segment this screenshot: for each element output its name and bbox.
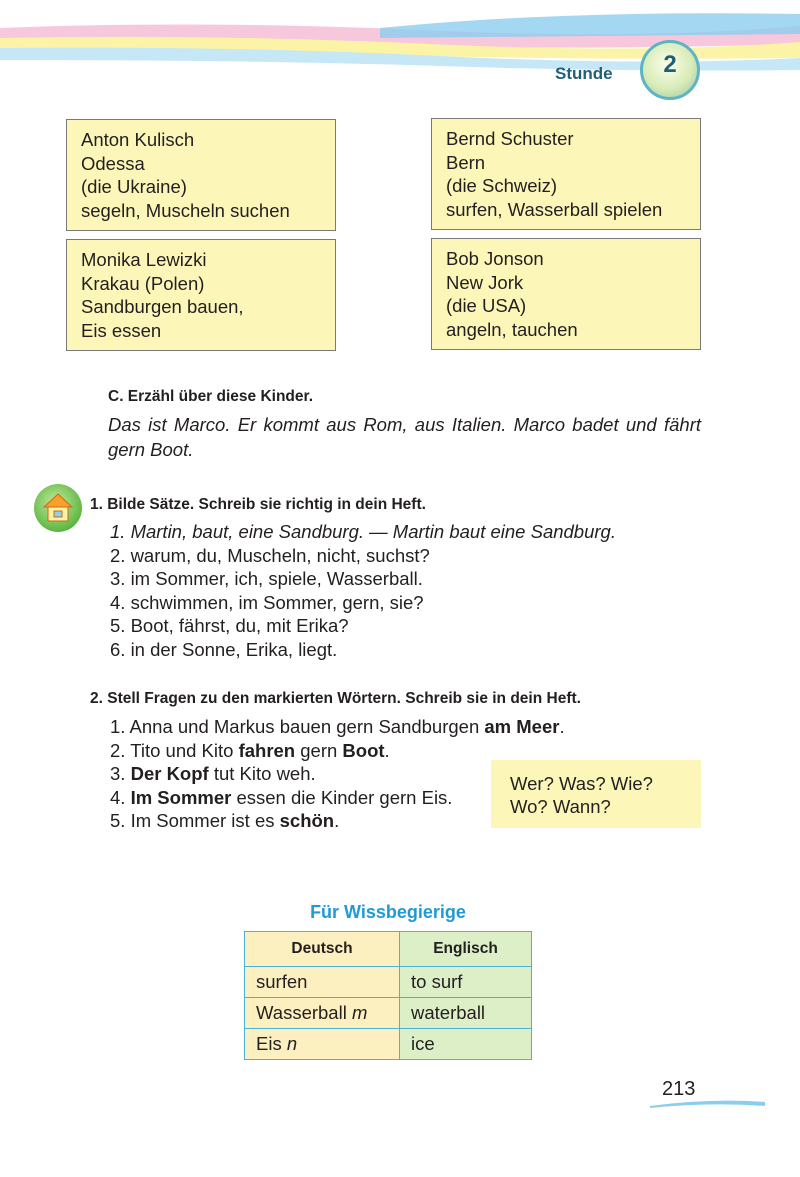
task-2-item-4: 4. Im Sommer essen die Kinder gern Eis. bbox=[110, 786, 453, 808]
question-words-box bbox=[491, 760, 701, 828]
question-words-line: Wo? Wann? bbox=[510, 796, 611, 817]
table-cell: to surf bbox=[400, 967, 532, 998]
card-monika-lewizki bbox=[66, 239, 336, 351]
table-cell: surfen bbox=[245, 967, 400, 998]
task-2-title: 2. Stell Fragen zu den markierten Wörtern. Schreib sie in dein Heft. bbox=[90, 690, 581, 707]
task-2-item-2: 2. Tito und Kito fahren gern Boot. bbox=[110, 739, 390, 761]
card-line: New Jork bbox=[446, 271, 524, 293]
card-bernd-schuster bbox=[431, 118, 701, 230]
page-swoosh bbox=[650, 1098, 765, 1110]
table-cell: ice bbox=[400, 1029, 532, 1060]
card-line: (die Ukraine) bbox=[81, 176, 187, 197]
task-2-item-3: 3. Der Kopf tut Kito weh. bbox=[110, 763, 316, 785]
table-cell: waterball bbox=[400, 998, 532, 1029]
table-cell: Wasserball m bbox=[245, 998, 400, 1029]
card-line: Odessa bbox=[81, 152, 145, 174]
card-line: angeln, tauchen bbox=[446, 318, 578, 340]
card-line: Monika Lewizki bbox=[81, 249, 207, 270]
task-c-title: C. Erzähl über diese Kinder. bbox=[108, 388, 314, 405]
card-line: segeln, Muscheln suchen bbox=[81, 199, 290, 221]
task-1-item-2: 2. warum, du, Muscheln, nicht, suchst? bbox=[110, 544, 430, 566]
card-line: (die Schweiz) bbox=[446, 175, 558, 196]
column-header-englisch: Englisch bbox=[400, 932, 532, 967]
vocab-title: Für Wissbegierige bbox=[310, 902, 466, 922]
page-number: 213 bbox=[662, 1078, 696, 1100]
task-1-title: 1. Bilde Sätze. Schreib sie richtig in dein Heft. bbox=[90, 496, 426, 513]
table-cell: Eis n bbox=[245, 1029, 400, 1060]
stunde-label: Stunde bbox=[555, 64, 613, 83]
card-anton-kulisch bbox=[66, 119, 336, 231]
task-c-example: Das ist Marco. Er kommt aus Rom, aus Italien. Marco badet und fährt gern Boot. bbox=[108, 414, 701, 460]
card-line: Krakau (Polen) bbox=[81, 272, 205, 294]
table-row bbox=[245, 1029, 532, 1060]
card-line: surfen, Wasserball spielen bbox=[446, 198, 663, 220]
column-header-deutsch: Deutsch bbox=[245, 932, 400, 967]
lesson-number-badge bbox=[640, 40, 700, 100]
task-2-item-5: 5. Im Sommer ist es schön. bbox=[110, 810, 340, 832]
table-row bbox=[245, 967, 532, 998]
card-line: Bob Jonson bbox=[446, 248, 544, 269]
card-line: Bernd Schuster bbox=[446, 128, 574, 149]
task-1-item-5: 5. Boot, fährst, du, mit Erika? bbox=[110, 615, 349, 637]
question-words-line: Wer? Was? Wie? bbox=[510, 773, 653, 794]
card-line: (die USA) bbox=[446, 295, 527, 316]
lesson-number: 2 bbox=[663, 51, 677, 78]
home-icon bbox=[34, 484, 82, 532]
table-row bbox=[245, 998, 532, 1029]
card-line: Anton Kulisch bbox=[81, 129, 195, 150]
task-1-item-3: 3. im Sommer, ich, spiele, Wasserball. bbox=[110, 568, 423, 590]
vocab-table bbox=[244, 931, 532, 1060]
task-1-item-1: 1. Martin, baut, eine Sandburg. — Martin baut eine Sandburg. bbox=[110, 521, 616, 542]
card-bob-jonson bbox=[431, 238, 701, 350]
card-line: Eis essen bbox=[81, 319, 162, 341]
card-line: Sandburgen bauen, bbox=[81, 296, 244, 317]
task-1-item-6: 6. in der Sonne, Erika, liegt. bbox=[110, 638, 338, 660]
card-line: Bern bbox=[446, 151, 486, 173]
task-2-item-1: 1. Anna und Markus bauen gern Sandburgen am Meer. bbox=[110, 716, 565, 737]
task-1-list bbox=[110, 520, 616, 662]
task-1-item-4: 4. schwimmen, im Sommer, gern, sie? bbox=[110, 591, 424, 613]
table-header-row bbox=[245, 932, 532, 967]
